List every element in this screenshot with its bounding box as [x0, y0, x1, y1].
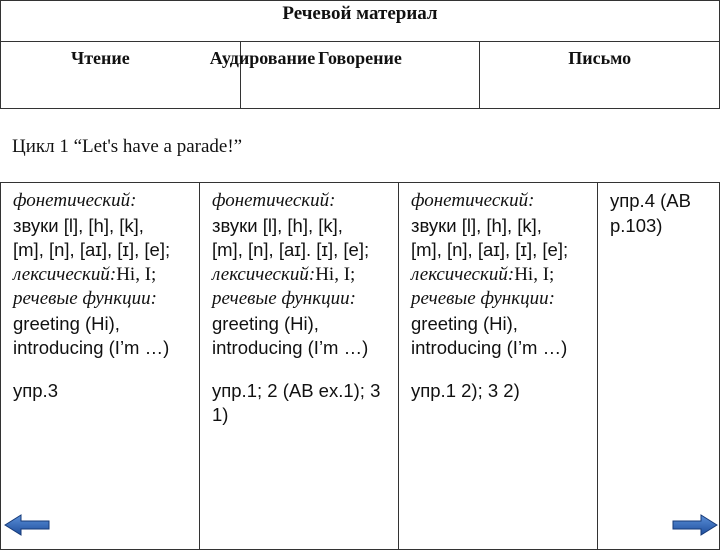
reading-lex-label: лексический:	[13, 263, 117, 285]
speaking-lex-label: лексический:	[411, 263, 515, 285]
reading-sounds-a: звуки [l], [h], [k],	[13, 214, 144, 236]
reading-lexical	[13, 263, 191, 288]
cell-reading	[1, 183, 200, 550]
listening-func-label: речевые функции:	[212, 288, 356, 309]
reading-func-b: introducing (I’m …)	[13, 337, 170, 358]
writing-exercise-b: p.103)	[610, 214, 663, 236]
speaking-lexical	[411, 263, 589, 288]
listening-lex-label: лексический:	[212, 263, 316, 285]
speaking-phon-label: фонетический:	[411, 190, 535, 211]
cell-listening	[200, 183, 399, 550]
header-listening: Аудирование	[209, 48, 316, 68]
listening-lexical	[212, 263, 390, 288]
reading-sounds-b: [m], [n], [aɪ], [ɪ], [e];	[13, 239, 171, 260]
listening-phon-label: фонетический:	[212, 190, 336, 211]
header-reading: Чтение	[71, 48, 130, 68]
header-writing: Письмо	[480, 42, 720, 109]
reading-exercise: упр.3	[13, 379, 58, 401]
speaking-func-a: greeting (Hi),	[411, 312, 518, 334]
arrow-right-icon[interactable]	[672, 514, 718, 536]
speaking-exercise: упр.1 2); 3 2)	[411, 379, 520, 401]
header-cell-reading-listening	[1, 42, 316, 109]
content-table	[0, 182, 720, 550]
reading-func-a: greeting (Hi),	[13, 312, 120, 334]
reading-lex-value: Hi, I;	[116, 263, 157, 285]
reading-func-label: речевые функции:	[13, 288, 157, 309]
listening-func-b: introducing (I’m …)	[212, 337, 369, 358]
speaking-sounds-b: [m], [n], [aɪ], [ɪ], [e];	[411, 239, 569, 260]
table-title: Речевой материал	[1, 1, 720, 42]
writing-exercise-a: упр.4 (AB	[610, 190, 691, 211]
speaking-func-label: речевые функции:	[411, 288, 555, 309]
reading-phon-label: фонетический:	[13, 190, 137, 211]
listening-func-a: greeting (Hi),	[212, 312, 319, 334]
listening-sounds-a: звуки [l], [h], [k],	[212, 214, 343, 236]
header-speaking: Говорение	[240, 42, 480, 109]
listening-exercise-b: 1)	[212, 404, 229, 425]
arrow-left-icon[interactable]	[4, 514, 50, 536]
speaking-func-b: introducing (I’m …)	[411, 337, 568, 358]
listening-lex-value: Hi, I;	[315, 263, 356, 285]
listening-sounds-b: [m], [n], [aɪ]. [ɪ], [e];	[212, 239, 370, 260]
cell-speaking	[399, 183, 598, 550]
speaking-lex-value: Hi, I;	[514, 263, 555, 285]
cycle-title: Цикл 1 “Let's have a parade!”	[12, 136, 243, 157]
speaking-sounds-a: звуки [l], [h], [k],	[411, 214, 542, 236]
header-table	[0, 0, 720, 109]
cell-writing	[598, 183, 720, 550]
listening-exercise-a: упр.1; 2 (AB ex.1); 3	[212, 379, 381, 401]
